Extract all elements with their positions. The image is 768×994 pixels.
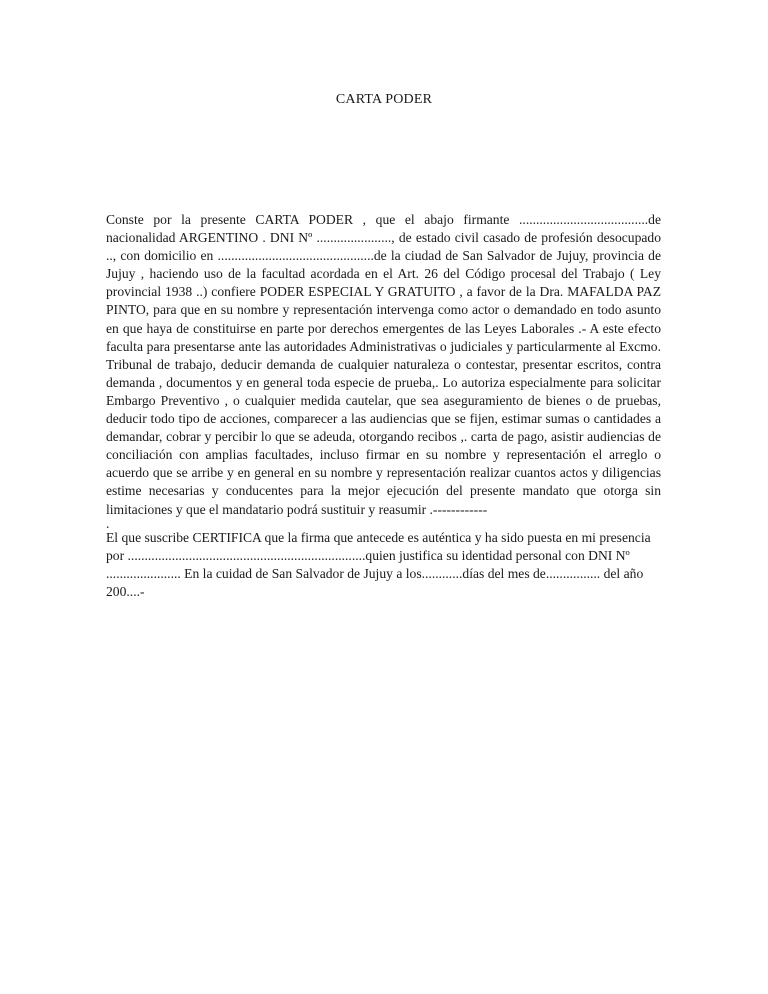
certification-paragraph: El que suscribe CERTIFICA que la firma que antecede es auténtica y ha sido puesta en mi presencia por ......................................................................quien justifica su identidad personal con DNI Nº ...................... En la cuidad de San Salvador de Jujuy a los............días del mes de................ del año 200....-	[106, 529, 651, 599]
document-title: CARTA PODER	[335, 92, 433, 107]
document-body	[106, 211, 661, 601]
separator-line: .	[106, 515, 110, 531]
main-paragraph: Conste por la presente CARTA PODER , que el abajo firmante ......................................de nacionalidad ARGENTINO . DNI Nº ......................, de estado civil casado de profesión desocupado .., con domicilio en ..............................................de la ciudad de San Salvador de Jujuy, provincia de Jujuy , haciendo uso de la facultad acordada en el Art. 26 del Código procesal del Trabajo ( Ley provincial 1938 ..) confiere PODER ESPECIAL Y GRATUITO , a favor de la Dra. MAFALDA PAZ PINTO, para que en su nombre y representación intervenga como actor o demandado en todo asunto en que haya de constituirse en parte por derechos emergentes de las Leyes Laborales .- A este efecto faculta para presentarse ante las autoridades Administrativas o judiciales y particularmente al Excmo. Tribunal de trabajo, deducir demanda de cualquier naturaleza o contestar, presentar escritos, contra demanda , documentos y en general toda especie de prueba,. Lo autoriza especialmente para solicitar Embargo Preventivo , o cualquier medida cautelar, que sea aseguramiento de bienes o de pruebas, deducir todo tipo de acciones, comparecer a las audiencias que se fijen, estimar sumas o cantidades a demandar, cobrar y percibir lo que se adeuda, otorgando recibos ,. carta de pago, asistir audiencias de conciliación con amplias facultades, incluso firmar en su nombre y representación el arreglo o acuerdo que se arribe y en general en su nombre y representación realizar cuantos actos y diligencias estime necesarias y conducentes para la mejor ejecución del presente mandato que otorga sin limitaciones y que el mandatario podrá sustituir y reasumir .------------	[106, 212, 661, 517]
